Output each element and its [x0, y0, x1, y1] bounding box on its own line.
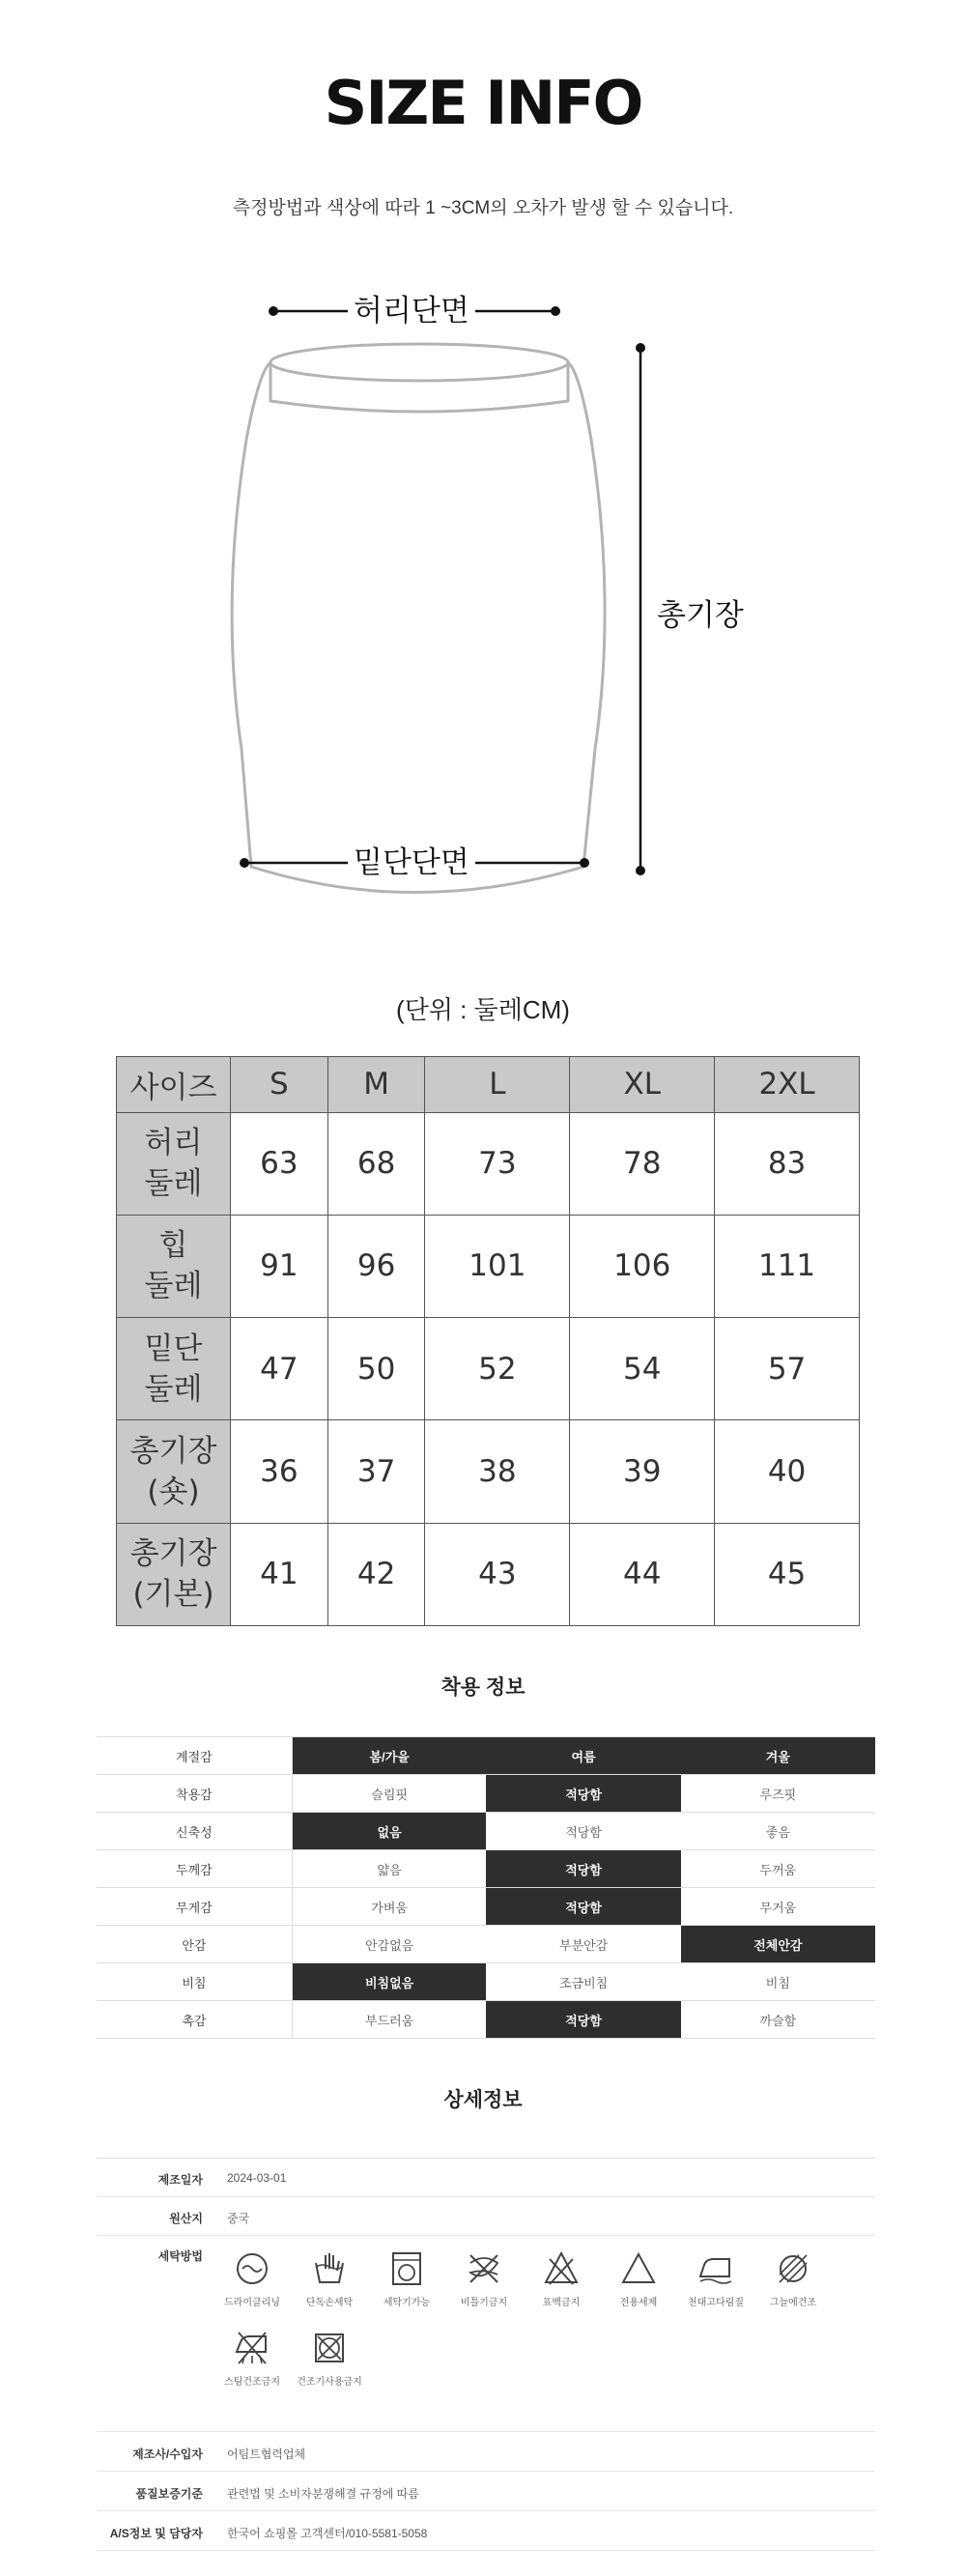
wear-option: 전체안감 [681, 1926, 875, 1963]
value-cell: 101 [425, 1215, 570, 1317]
row-header: 허리 둘레 [117, 1112, 231, 1215]
wear-option: 안감없음 [292, 1926, 486, 1963]
detail-value: 중국 [227, 2212, 250, 2225]
wear-option: 적당함 [486, 1813, 680, 1850]
header-cell: M [327, 1057, 425, 1113]
value-cell: 91 [231, 1215, 328, 1317]
wear-label: 무게감 [97, 1888, 292, 1926]
wear-option: 여름 [486, 1737, 680, 1775]
value-cell: 37 [327, 1420, 425, 1523]
page-title: SIZE INFO [324, 68, 642, 138]
wash-item: 단독손세탁 [291, 2249, 368, 2308]
wear-row [97, 1813, 875, 1850]
wear-row [97, 1775, 875, 1813]
value-cell: 96 [327, 1215, 425, 1317]
wash-item: 건조기사용금지 [291, 2329, 368, 2388]
unit-note: (단위 : 둘레CM) [396, 995, 570, 1024]
wear-option: 겨울 [681, 1737, 875, 1775]
detail-key: A/S정보 및 담당자 [109, 2527, 203, 2540]
table-row [117, 1215, 860, 1317]
value-cell: 111 [715, 1215, 860, 1317]
wear-option: 가벼움 [292, 1888, 486, 1926]
value-cell: 36 [231, 1420, 328, 1523]
value-cell: 57 [715, 1318, 860, 1420]
header-cell: 2XL [715, 1057, 860, 1113]
skirt-diagram [0, 285, 966, 903]
detail-info-title: 상세정보 [443, 2089, 523, 2111]
value-cell: 83 [715, 1112, 860, 1215]
value-cell: 47 [231, 1318, 328, 1420]
wear-option: 조금비침 [486, 1963, 680, 2001]
measurement-notice: 측정방법과 색상에 따라 1 ~3CM의 오차가 발생 할 수 있습니다. [232, 198, 734, 218]
wear-option: 무거움 [681, 1888, 875, 1926]
value-cell: 43 [425, 1523, 570, 1625]
table-row [117, 1420, 860, 1523]
table-row [117, 1112, 860, 1215]
wear-label: 안감 [97, 1926, 292, 1963]
skirt-illustration [0, 285, 966, 903]
detail-key: 품질보증기준 [135, 2487, 203, 2501]
detail-row-as-info [97, 2511, 875, 2551]
wash-item: 세탁기가능 [368, 2249, 445, 2308]
wear-option: 적당함 [486, 1850, 680, 1888]
wear-option: 부드러움 [292, 2001, 486, 2039]
detail-row-quality [97, 2472, 875, 2511]
table-row [117, 1523, 860, 1625]
value-cell: 41 [231, 1523, 328, 1625]
wear-row [97, 1926, 875, 1963]
wear-option: 봄/가을 [292, 1737, 486, 1775]
wear-label: 착용감 [97, 1775, 292, 1813]
wash-item: 표백금지 [523, 2249, 600, 2308]
row-header: 밑단 둘레 [117, 1318, 231, 1420]
hem-label: 밑단단면 [348, 844, 475, 882]
wear-option: 얇음 [292, 1850, 486, 1888]
value-cell: 63 [231, 1112, 328, 1215]
row-header: 총기장 (숏) [117, 1420, 231, 1523]
value-cell: 42 [327, 1523, 425, 1625]
value-cell: 68 [327, 1112, 425, 1215]
wear-info-title: 착용 정보 [440, 1676, 526, 1699]
wear-option: 좋음 [681, 1813, 875, 1850]
neutral-detergent-icon [619, 2249, 658, 2288]
wear-option: 적당함 [486, 1888, 680, 1926]
wear-info-table [97, 1736, 875, 2039]
wear-option: 두꺼움 [681, 1850, 875, 1888]
wear-row [97, 1737, 875, 1775]
row-header: 총기장 (기본) [117, 1523, 231, 1625]
wear-row [97, 2001, 875, 2039]
wear-label: 촉감 [97, 2001, 292, 2039]
value-cell: 44 [570, 1523, 715, 1625]
size-table [116, 1056, 860, 1626]
no-tumble-dry-icon [310, 2329, 349, 2367]
detail-row-made-date [97, 2159, 875, 2197]
detail-row-washing [97, 2236, 875, 2432]
value-cell: 52 [425, 1318, 570, 1420]
wear-option: 루즈핏 [681, 1775, 875, 1813]
length-measure-line [636, 343, 645, 875]
wear-option: 없음 [292, 1813, 486, 1850]
header-cell: S [231, 1057, 328, 1113]
wear-option: 비침없음 [292, 1963, 486, 2001]
wear-row [97, 1888, 875, 1926]
wear-option: 비침 [681, 1963, 875, 2001]
no-bleach-icon [542, 2249, 581, 2288]
no-wring-icon [465, 2249, 503, 2288]
wash-item: 드라이클리닝 [213, 2249, 291, 2308]
detail-key: 원산지 [169, 2212, 203, 2225]
wear-option: 적당함 [486, 2001, 680, 2039]
value-cell: 106 [570, 1215, 715, 1317]
wear-label: 비침 [97, 1963, 292, 2001]
wear-option: 적당함 [486, 1775, 680, 1813]
wash-item: 그늘에건조 [754, 2249, 832, 2308]
header-cell: XL [570, 1057, 715, 1113]
detail-key: 세탁방법 [157, 2249, 203, 2263]
detail-key: 제조사/수입자 [132, 2447, 203, 2461]
value-cell: 38 [425, 1420, 570, 1523]
hand-wash-icon [310, 2249, 349, 2288]
washing-machine-icon [387, 2249, 426, 2288]
detail-row-manufacturer [97, 2432, 875, 2472]
detail-value: 어팀트협력업체 [227, 2447, 306, 2461]
row-header: 힙 둘레 [117, 1215, 231, 1317]
shade-dry-icon [774, 2249, 812, 2288]
length-label: 총기장 [657, 598, 744, 633]
waist-label: 허리단면 [348, 292, 475, 330]
ironing-cloth-icon [696, 2249, 735, 2288]
wash-item: 전용세제 [600, 2249, 677, 2308]
wear-option: 슬림핏 [292, 1775, 486, 1813]
header-cell: 사이즈 [117, 1057, 231, 1113]
wear-option: 까슬함 [681, 2001, 875, 2039]
detail-value: 한국어 쇼핑몰 고객센터/010-5581-5058 [227, 2527, 428, 2540]
wear-row [97, 1850, 875, 1888]
value-cell: 73 [425, 1112, 570, 1215]
detail-value: 관련법 및 소비자분쟁해결 규정에 따름 [227, 2487, 419, 2501]
dry-cleaning-icon [233, 2249, 271, 2288]
wear-label: 신축성 [97, 1813, 292, 1850]
table-row [117, 1318, 860, 1420]
header-cell: L [425, 1057, 570, 1113]
value-cell: 50 [327, 1318, 425, 1420]
value-cell: 54 [570, 1318, 715, 1420]
wash-item: 비틀기금지 [445, 2249, 523, 2308]
wear-option: 부분안감 [486, 1926, 680, 1963]
wash-item: 스팀건조금지 [213, 2329, 291, 2388]
wear-row [97, 1963, 875, 2001]
value-cell: 45 [715, 1523, 860, 1625]
value-cell: 40 [715, 1420, 860, 1523]
wear-label: 계절감 [97, 1737, 292, 1775]
wash-item: 천대고다림질 [677, 2249, 754, 2308]
detail-value: 2024-03-01 [227, 2171, 287, 2185]
value-cell: 39 [570, 1420, 715, 1523]
no-steam-icon [233, 2329, 271, 2367]
wear-label: 두께감 [97, 1850, 292, 1888]
value-cell: 78 [570, 1112, 715, 1215]
detail-key: 제조일자 [157, 2173, 203, 2187]
size-table-header [117, 1057, 860, 1113]
detail-info-table [97, 2158, 875, 2551]
detail-row-origin [97, 2197, 875, 2236]
